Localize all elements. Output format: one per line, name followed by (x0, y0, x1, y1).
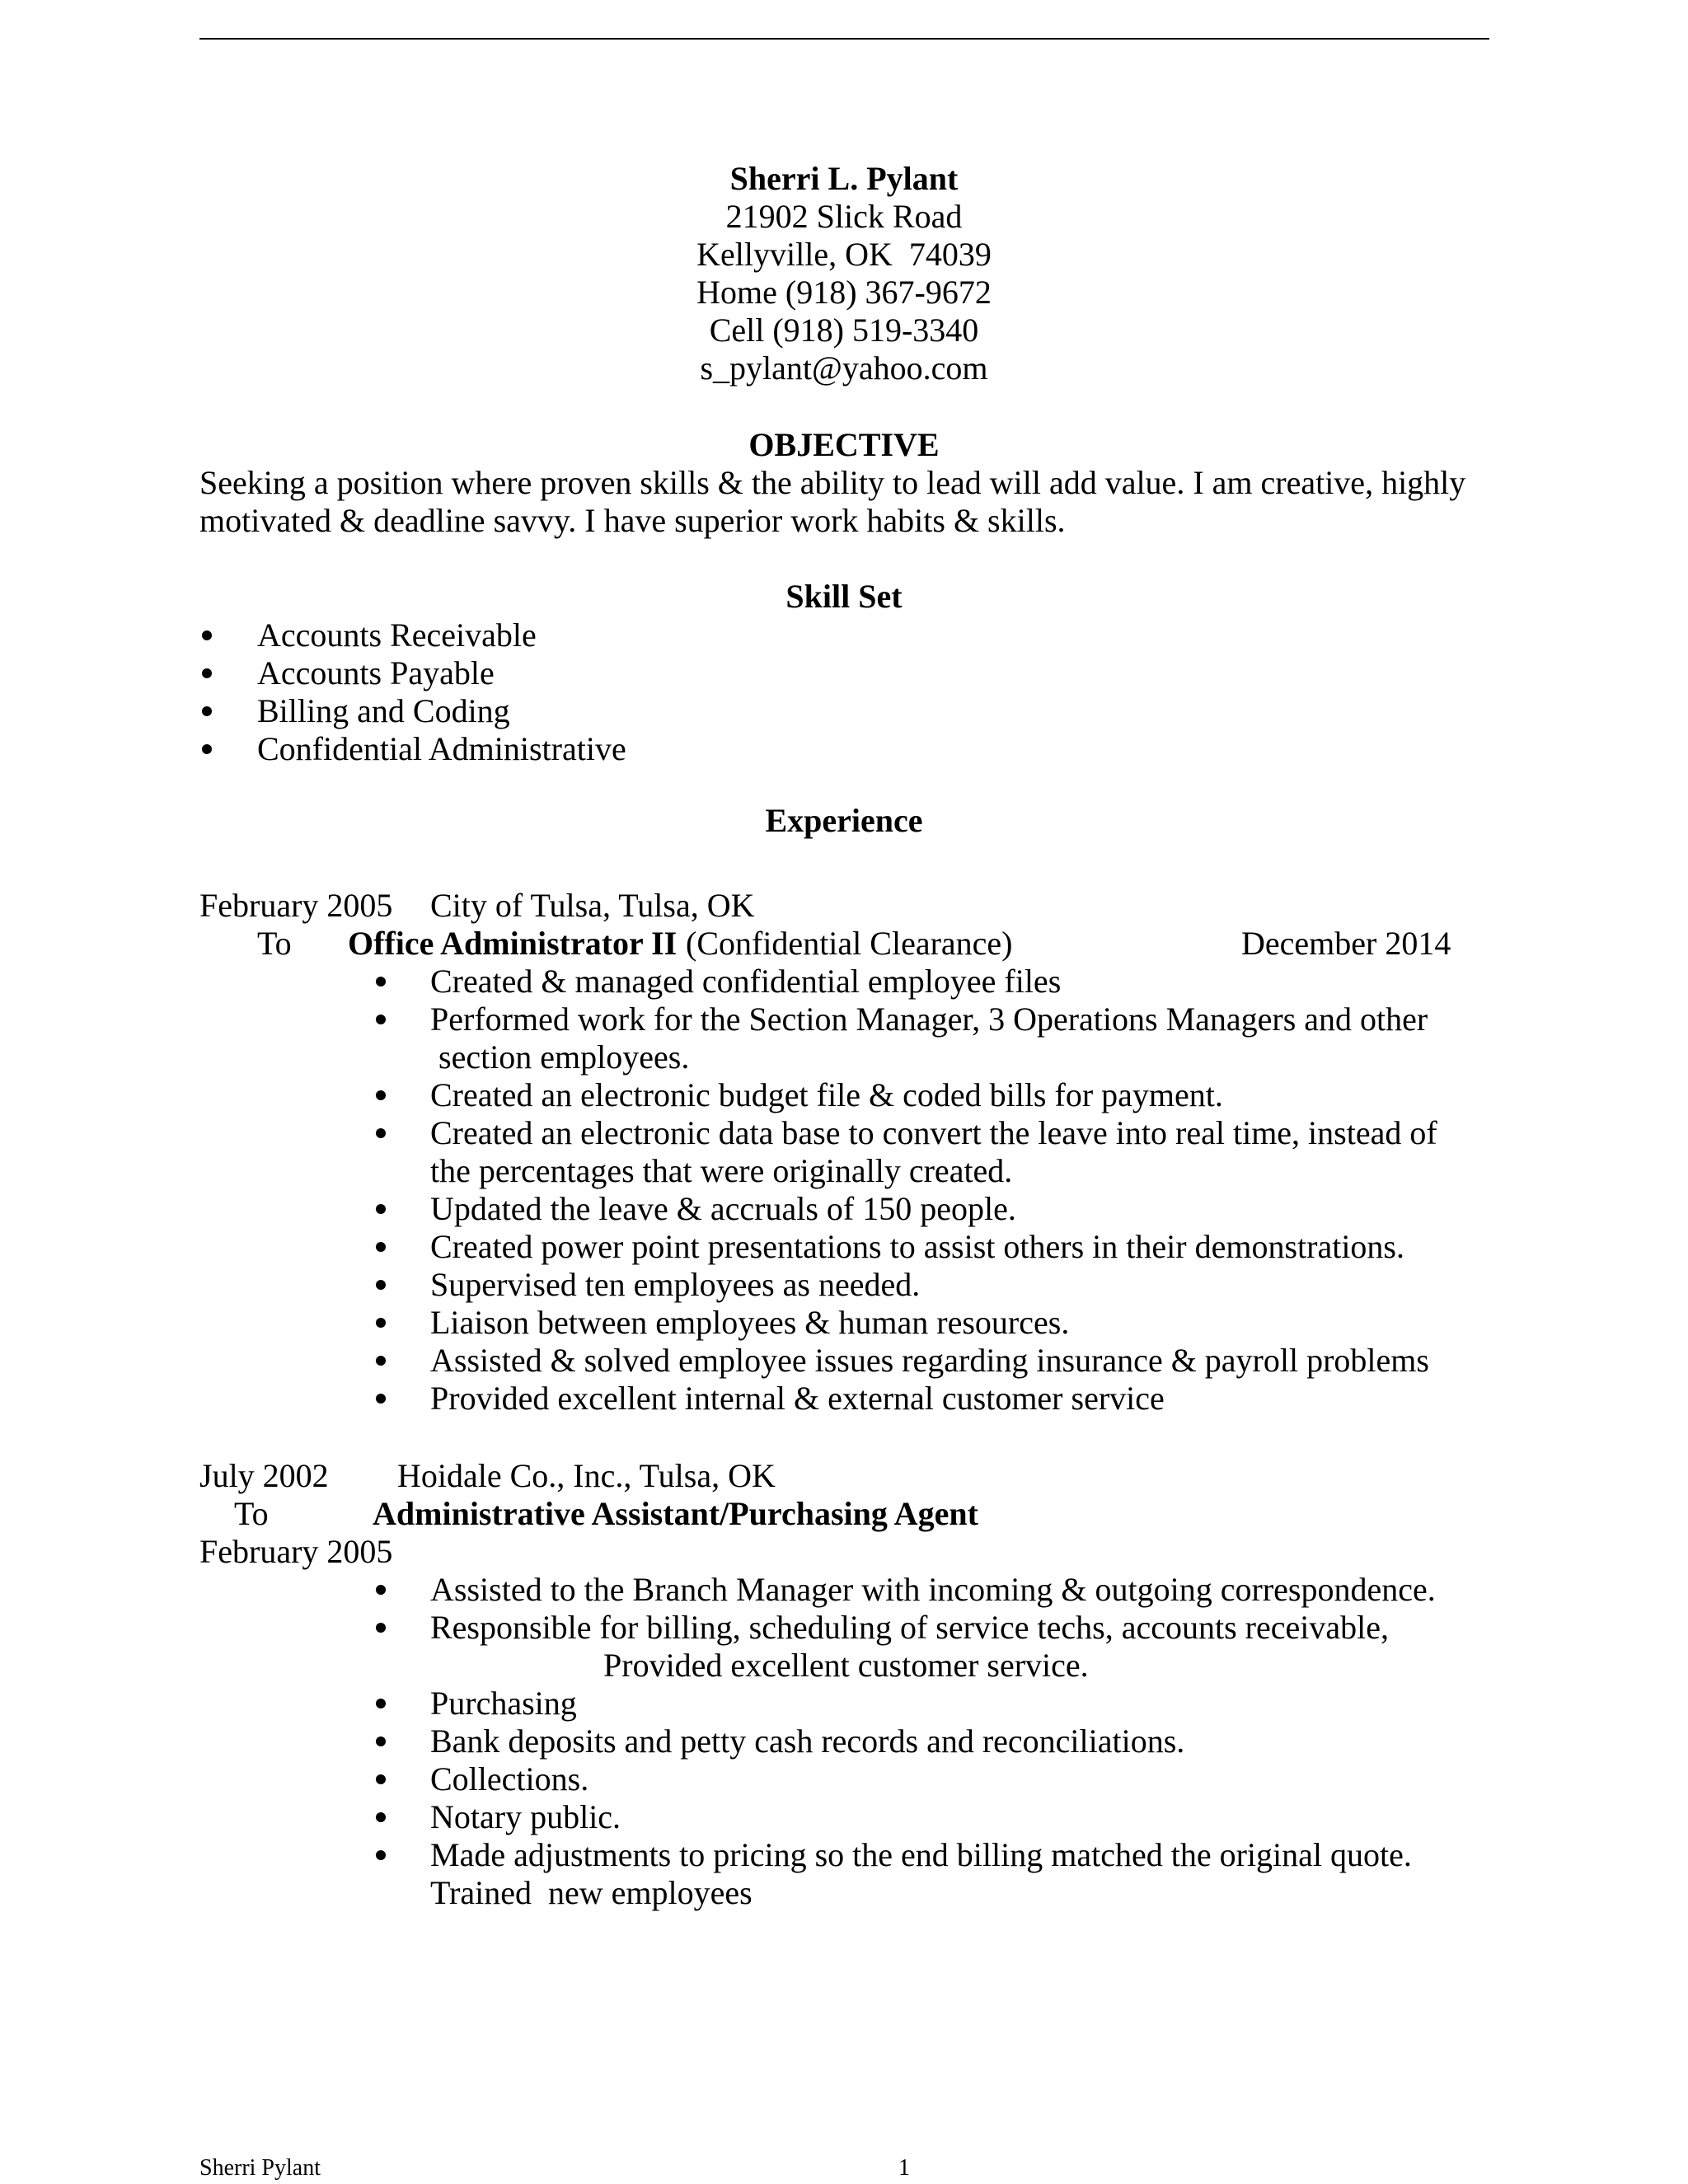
bullet (376, 1356, 386, 1366)
footer-page-number: 1 (898, 2155, 910, 2181)
duty-line: Performed work for the Section Manager, 3 Operations Managers and other (430, 1001, 1428, 1038)
duty-line: Collections. (430, 1760, 589, 1797)
job-to-label: To (257, 925, 292, 962)
bullet (202, 706, 212, 716)
duty-line: Bank deposits and petty cash records and reconciliations. (430, 1722, 1185, 1760)
skill-item: Accounts Receivable (257, 616, 537, 654)
skills-heading: Skill Set (785, 578, 903, 615)
job-title: Office Administrator II (348, 925, 678, 962)
address-line-1: 21902 Slick Road (725, 198, 963, 235)
duty-line: the percentages that were originally created. (430, 1152, 1013, 1189)
duty-line: Made adjustments to pricing so the end billing matched the original quote. (430, 1836, 1412, 1873)
bullet (376, 1394, 386, 1404)
bullet (376, 1090, 386, 1100)
duty-line: Liaison between employees & human resources. (430, 1304, 1070, 1341)
cell-phone: Cell (918) 519-3340 (709, 312, 979, 349)
duty-line: section employees. (430, 1038, 690, 1076)
job-title-note: (Confidential Clearance) (686, 925, 1013, 962)
candidate-name: Sherri L. Pylant (729, 160, 959, 197)
bullet (376, 1318, 386, 1328)
bullet (202, 668, 212, 678)
duty-line: Supervised ten employees as needed. (430, 1266, 921, 1303)
bullet (376, 1850, 386, 1860)
duty-line: Purchasing (430, 1685, 577, 1722)
footer-name: Sherri Pylant (199, 2155, 321, 2181)
duty-line: Responsible for billing, scheduling of service techs, accounts receivable, (430, 1609, 1389, 1646)
bullet (376, 1280, 386, 1290)
bullet (376, 1699, 386, 1708)
objective-line-2: motivated & deadline savvy. I have superior work habits & skills. (199, 502, 1066, 539)
bullet (202, 744, 212, 754)
bullet (376, 1204, 386, 1214)
bullet (376, 1774, 386, 1784)
duty-line: Assisted to the Branch Manager with incoming & outgoing correspondence. (430, 1571, 1436, 1608)
duty-line: Provided excellent customer service. (603, 1647, 1089, 1684)
duty-line: Assisted & solved employee issues regarding insurance & payroll problems (430, 1342, 1429, 1379)
bullet (376, 1736, 386, 1746)
top-rule (199, 38, 1489, 40)
job-start-date: July 2002 (199, 1457, 329, 1494)
job-title: Administrative Assistant/Purchasing Agent (373, 1495, 978, 1532)
job-employer: Hoidale Co., Inc., Tulsa, OK (397, 1457, 776, 1494)
job-start-date: February 2005 (199, 887, 393, 924)
duty-line: Created & managed confidential employee files (430, 963, 1062, 1000)
duty-line: Trained new employees (430, 1874, 753, 1911)
experience-heading: Experience (765, 802, 923, 839)
skill-item: Billing and Coding (257, 692, 510, 729)
job-employer: City of Tulsa, Tulsa, OK (430, 887, 755, 924)
job-end-date: February 2005 (199, 1533, 393, 1570)
duty-line: Created power point presentations to assist others in their demonstrations. (430, 1228, 1404, 1265)
bullet (376, 1812, 386, 1822)
email: s_pylant@yahoo.com (700, 349, 988, 387)
objective-line-1: Seeking a position where proven skills & the ability to lead will add value. I am creative, highly (199, 464, 1466, 501)
duty-line: Created an electronic data base to convert the leave into real time, instead of (430, 1114, 1437, 1151)
address-line-2: Kellyville, OK 74039 (696, 236, 992, 273)
job-to-label: To (234, 1495, 269, 1532)
duty-line: Notary public. (430, 1798, 621, 1835)
objective-heading: OBJECTIVE (748, 426, 940, 463)
bullet (376, 1585, 386, 1595)
bullet (376, 1623, 386, 1633)
skill-item: Accounts Payable (257, 654, 495, 691)
bullet (376, 1242, 386, 1252)
bullet (376, 1128, 386, 1138)
bullet (376, 1015, 386, 1024)
bullet (202, 630, 212, 640)
duty-line: Updated the leave & accruals of 150 people. (430, 1190, 1016, 1227)
bullet (376, 977, 386, 987)
duty-line: Created an electronic budget file & coded bills for payment. (430, 1076, 1223, 1113)
skill-item: Confidential Administrative (257, 730, 626, 767)
home-phone: Home (918) 367-9672 (696, 274, 992, 311)
job-end-date: December 2014 (1241, 925, 1451, 962)
duty-line: Provided excellent internal & external customer service (430, 1380, 1165, 1417)
